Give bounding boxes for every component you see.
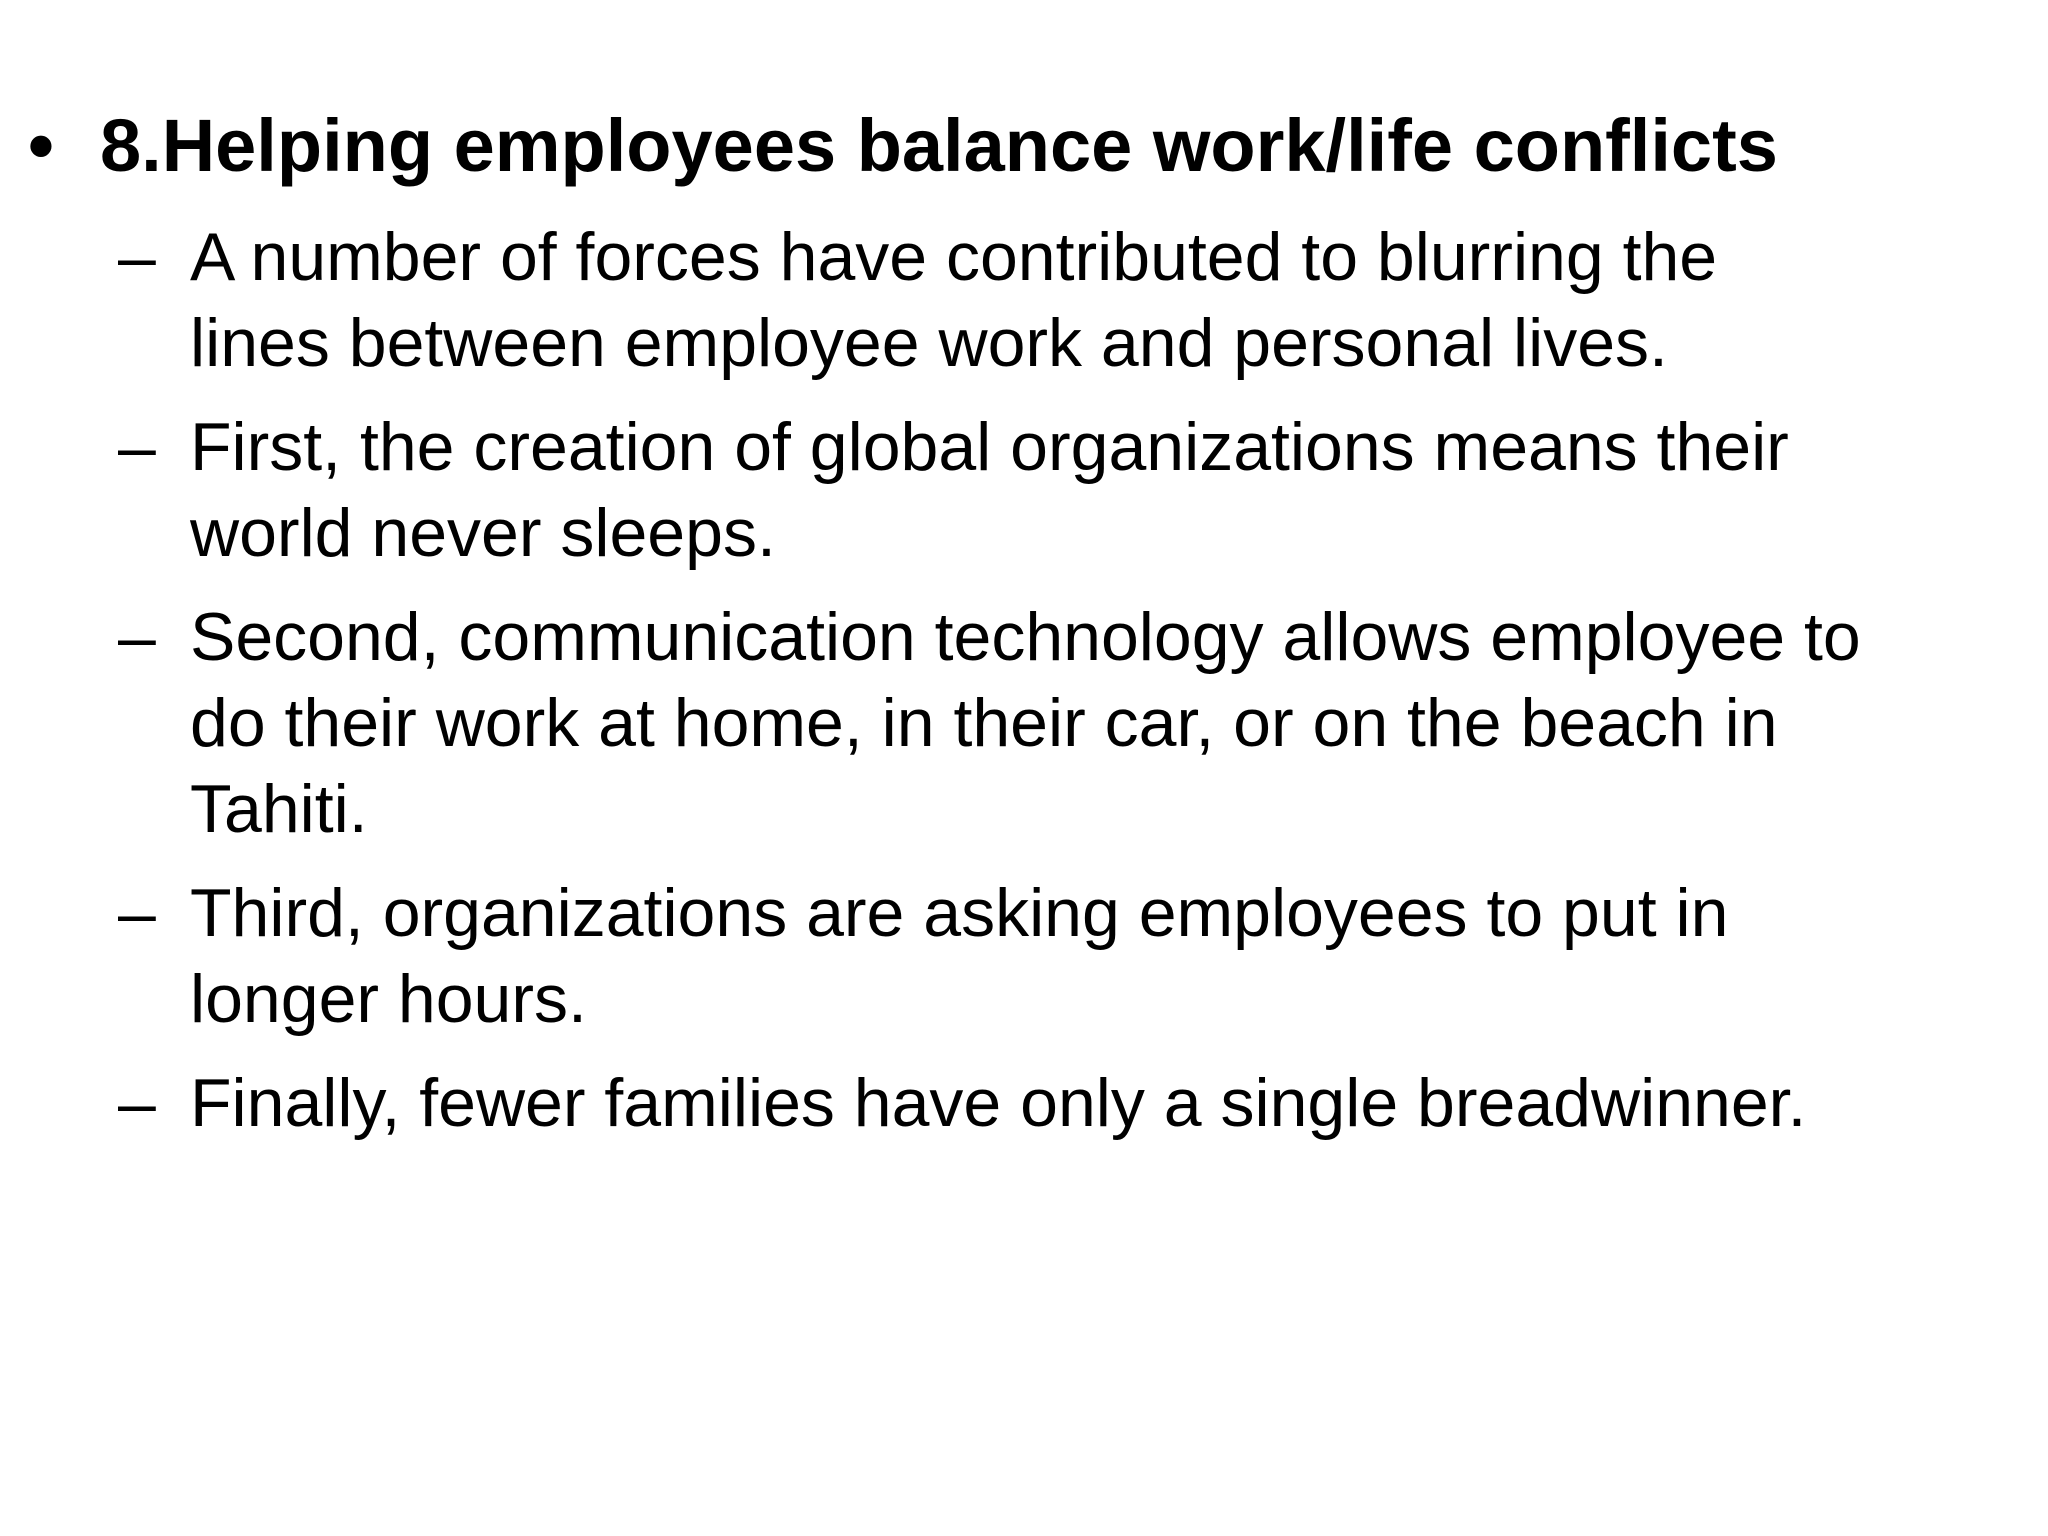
subpoint-text: Finally, fewer families have only a single breadwinner.	[190, 1065, 1807, 1141]
dash-icon: –	[118, 409, 156, 485]
subpoint-item	[118, 870, 2018, 1042]
main-heading: 8.Helping employees balance work/life conflicts	[100, 104, 1778, 187]
dash-icon: –	[118, 219, 156, 295]
subpoint-text: A number of forces have contributed to blurring the lines between employee work and personal lives.	[190, 219, 1718, 381]
subpoint-item	[118, 594, 2018, 852]
subpoint-item	[118, 404, 2018, 576]
subpoint-text: First, the creation of global organizations means their world never sleeps.	[190, 409, 1789, 571]
bullet-icon: •	[28, 104, 54, 187]
subpoint-item	[118, 214, 2018, 386]
subpoint-text: Third, organizations are asking employees to put in longer hours.	[190, 875, 1729, 1037]
dash-icon: –	[118, 599, 156, 675]
dash-icon: –	[118, 875, 156, 951]
main-bullet	[28, 96, 2018, 196]
subpoint-list	[118, 214, 2018, 1164]
subpoint-item	[118, 1060, 2018, 1146]
subpoint-text: Second, communication technology allows employee to do their work at home, in their car, or on the beach in Tahiti.	[190, 599, 1861, 847]
dash-icon: –	[118, 1065, 156, 1141]
